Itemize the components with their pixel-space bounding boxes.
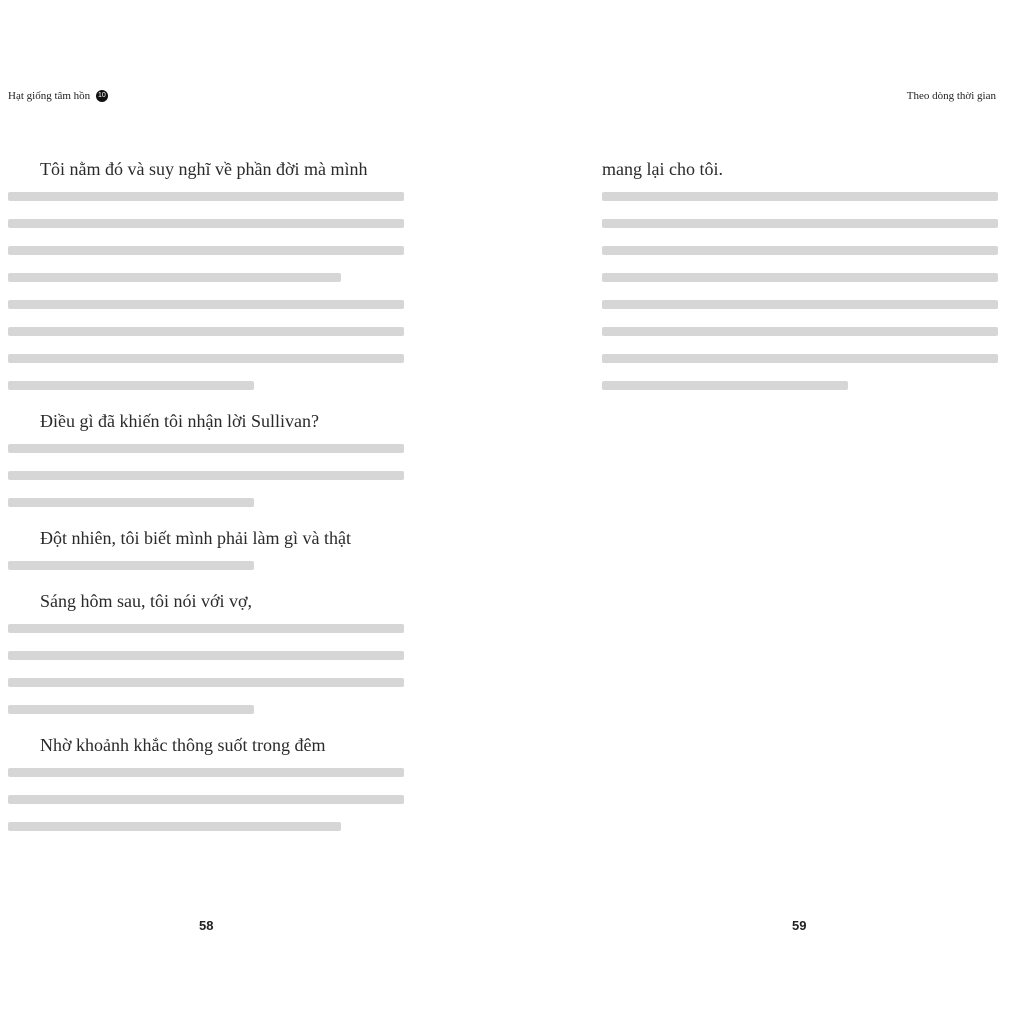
- omitted-text: [602, 192, 998, 201]
- page-number-left: 58: [199, 918, 214, 933]
- paragraph: [602, 156, 998, 390]
- omitted-text: [8, 651, 404, 660]
- omitted-text: [8, 768, 404, 777]
- omitted-text: [8, 561, 254, 570]
- omitted-text: [8, 192, 404, 201]
- paragraph-lead: Tôi nằm đó và suy nghĩ về phần đời mà mình: [40, 159, 368, 179]
- paragraph-lead: Sáng hôm sau, tôi nói với vợ,: [40, 591, 253, 611]
- omitted-text: [8, 822, 341, 831]
- omitted-text: [8, 471, 404, 480]
- paragraph-lead: mang lại cho tôi.: [602, 159, 723, 179]
- paragraph: [8, 525, 404, 570]
- book-series-title: Hạt giống tâm hồn: [8, 90, 91, 102]
- omitted-text: [602, 219, 998, 228]
- omitted-text: [602, 300, 998, 309]
- right-page: [512, 0, 1024, 1024]
- page-number-right: 59: [792, 918, 807, 933]
- omitted-text: [602, 246, 998, 255]
- paragraph-lead: Đột nhiên, tôi biết mình phải làm gì và thật: [40, 528, 351, 548]
- omitted-text: [8, 678, 404, 687]
- omitted-text: [602, 381, 848, 390]
- omitted-text: [8, 273, 341, 282]
- paragraph: [8, 408, 404, 507]
- omitted-text: [8, 795, 404, 804]
- omitted-text: [8, 327, 404, 336]
- omitted-text: [602, 354, 998, 363]
- omitted-text: [602, 327, 998, 336]
- omitted-text: [8, 246, 404, 255]
- paragraph: [8, 732, 404, 831]
- omitted-text: [8, 444, 404, 453]
- paragraph-lead: Nhờ khoảnh khắc thông suốt trong đêm: [40, 735, 326, 755]
- running-head-left: [8, 90, 108, 102]
- omitted-text: [8, 354, 404, 363]
- omitted-text: [8, 381, 254, 390]
- volume-badge: 10: [96, 90, 108, 102]
- omitted-text: [8, 624, 404, 633]
- omitted-text: [8, 300, 404, 309]
- right-body-text: [602, 156, 998, 408]
- omitted-text: [8, 498, 254, 507]
- running-head-right: Theo dòng thời gian: [906, 90, 996, 102]
- omitted-text: [602, 273, 998, 282]
- paragraph-lead: Điều gì đã khiến tôi nhận lời Sullivan?: [40, 411, 319, 431]
- paragraph: [8, 156, 404, 390]
- left-body-text: [8, 156, 404, 849]
- omitted-text: [8, 219, 404, 228]
- omitted-text: [8, 705, 254, 714]
- paragraph: [8, 588, 404, 714]
